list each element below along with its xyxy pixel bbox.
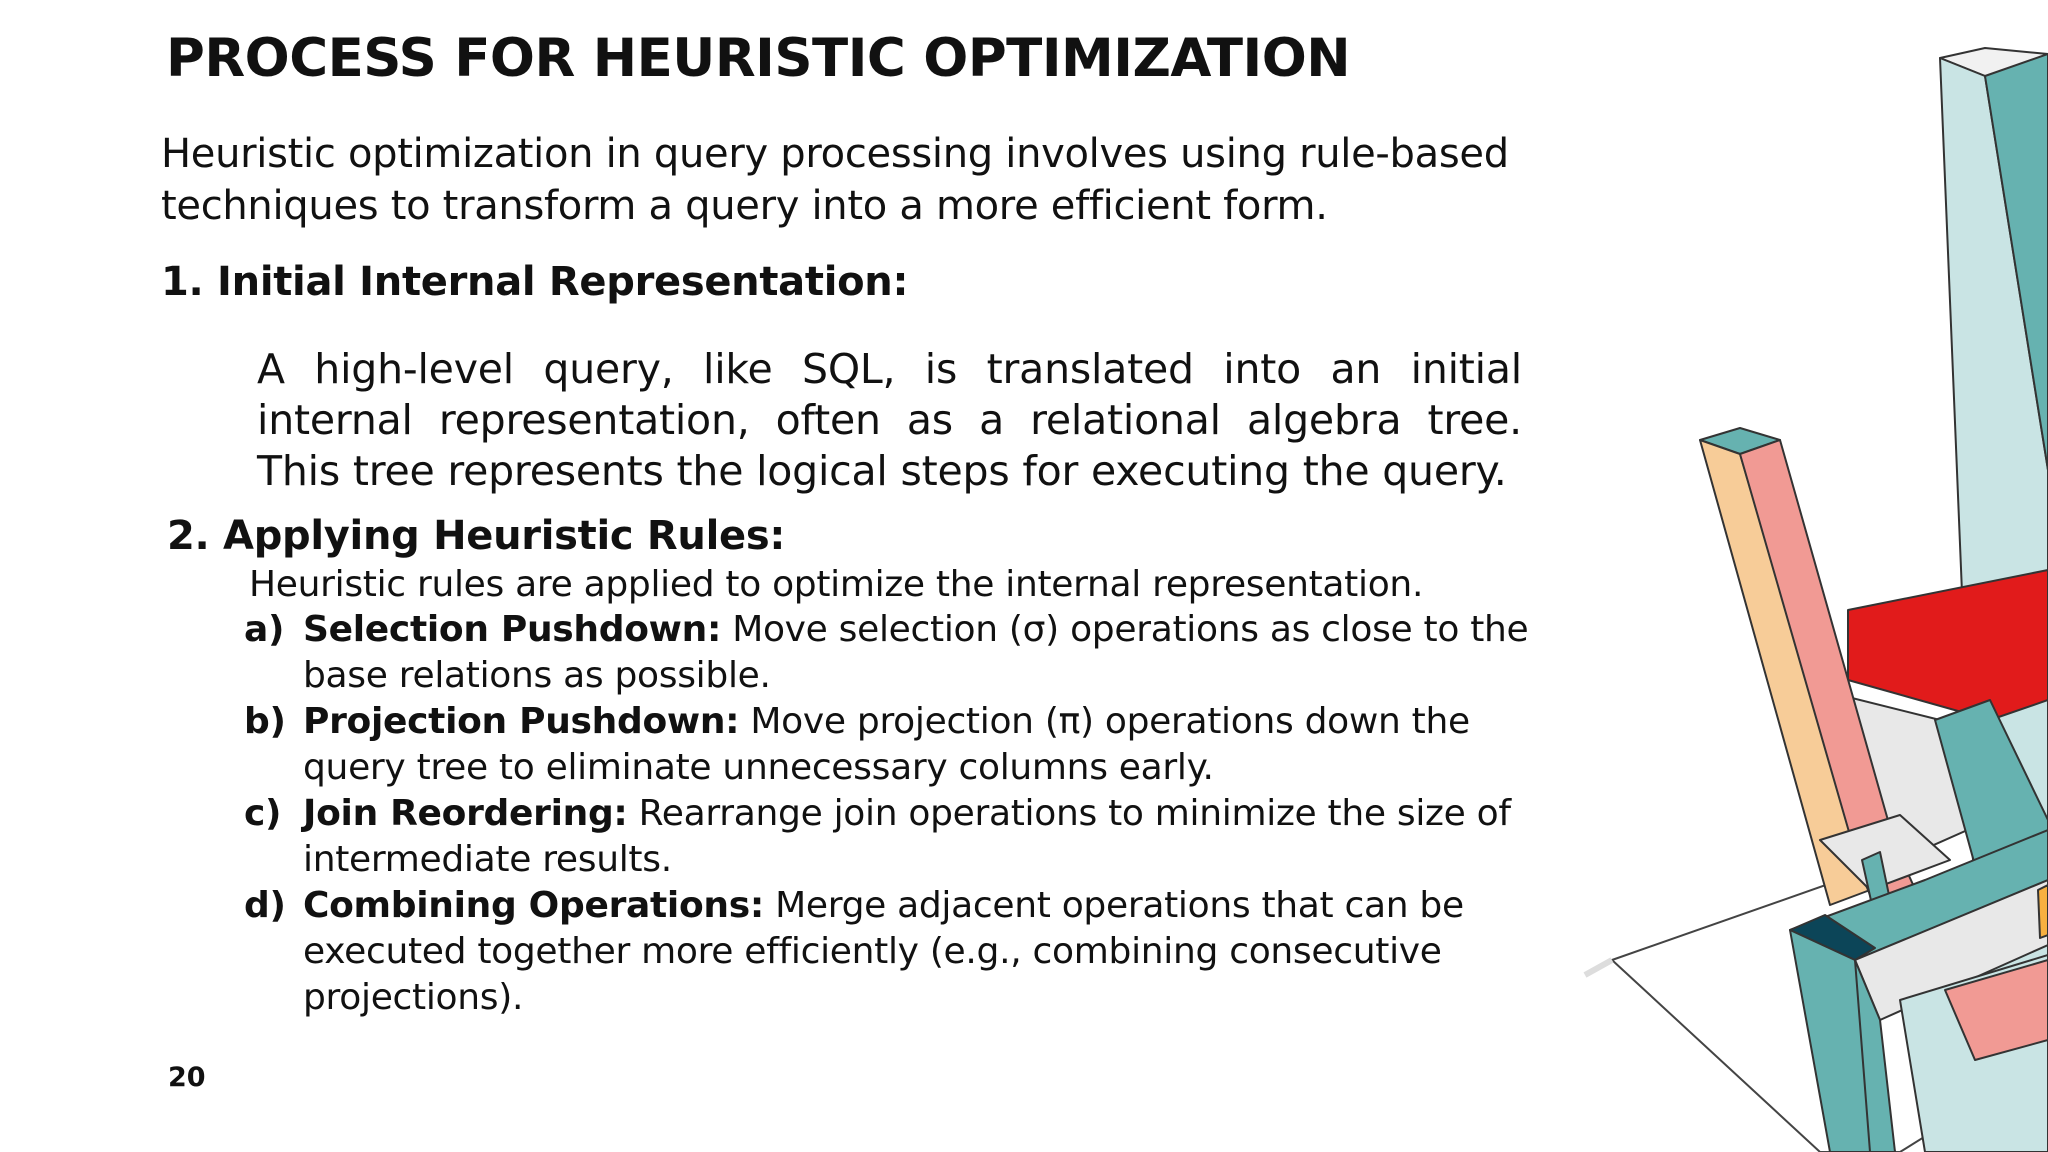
- red-band: [1848, 570, 2048, 720]
- rule-text: [303, 607, 1533, 699]
- rule-item-join-reordering: [244, 791, 1544, 883]
- rule-item-projection-pushdown: [244, 699, 1544, 791]
- section-1-heading: 1. Initial Internal Representation:: [161, 259, 909, 305]
- orange-sliver: [2038, 885, 2048, 938]
- rule-text: [303, 699, 1533, 791]
- rule-description: Move selection (σ) operations as close to the base relations as possible.: [303, 609, 1529, 696]
- section-2-lead: Heuristic rules are applied to optimize the internal representation.: [249, 564, 1424, 605]
- rule-description: Rearrange join operations to minimize the size of intermediate results.: [303, 793, 1511, 880]
- decorative-block-illustration: [1560, 0, 2048, 1152]
- rule-name: Join Reordering:: [303, 793, 628, 834]
- rule-marker: c): [244, 793, 282, 834]
- floor-edge: [1585, 960, 1612, 975]
- rule-name: Projection Pushdown:: [303, 701, 740, 742]
- rule-name: Selection Pushdown:: [303, 609, 722, 650]
- rule-text: [303, 791, 1533, 883]
- rule-marker: a): [244, 609, 285, 650]
- section-2-heading: 2. Applying Heuristic Rules:: [167, 513, 786, 559]
- rule-marker: b): [244, 701, 286, 742]
- intro-paragraph: Heuristic optimization in query processing involves using rule-based techniques to transform a query into a more efficient form.: [161, 131, 1509, 229]
- rule-name: Combining Operations:: [303, 885, 764, 926]
- rule-item-combining-operations: [244, 883, 1544, 1021]
- rule-description: Merge adjacent operations that can be executed together more efficiently (e.g., combining consecutive projections).: [303, 885, 1464, 1018]
- heuristic-rules-list: [244, 607, 1544, 1021]
- rule-marker: d): [244, 885, 286, 926]
- rule-description: Move projection (π) operations down the query tree to eliminate unnecessary columns early.: [303, 701, 1470, 788]
- slide-title: PROCESS FOR HEURISTIC OPTIMIZATION: [166, 28, 1351, 89]
- section-1-body: A high-level query, like SQL, is translated into an initial internal representation, often as a relational algebra tree. This tree represents the logical steps for executing the query.: [257, 345, 1522, 495]
- page-number: 20: [168, 1062, 206, 1093]
- rule-text: [303, 883, 1533, 1021]
- rule-item-selection-pushdown: [244, 607, 1544, 699]
